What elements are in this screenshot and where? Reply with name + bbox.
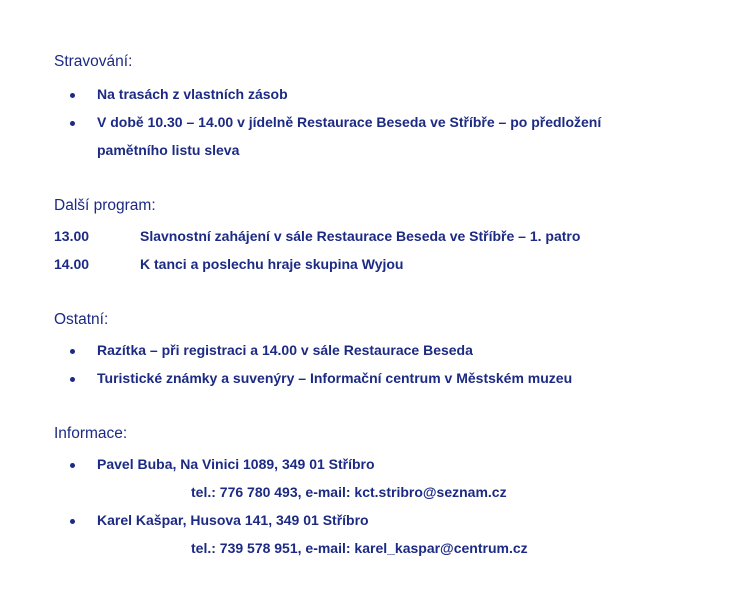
stravovani-heading: Stravování: xyxy=(54,53,133,70)
informace-heading: Informace: xyxy=(54,425,128,442)
list-item-text: Turistické známky a suvenýry – Informační centrum v Městském muzeu xyxy=(97,370,573,386)
contact-details: tel.: 776 780 493, e-mail: kct.stribro@seznam.cz xyxy=(191,484,507,500)
ostatni-heading: Ostatní: xyxy=(54,311,109,328)
contact-address: Karel Kašpar, Husova 141, 349 01 Stříbro xyxy=(97,512,369,528)
list-item-text: Na trasách z vlastních zásob xyxy=(97,86,288,102)
bullet-icon xyxy=(70,349,75,354)
program-time: 13.00 xyxy=(54,228,90,244)
contact-details: tel.: 739 578 951, e-mail: karel_kaspar@centrum.cz xyxy=(191,540,528,556)
list-item-text: Razítka – při registraci a 14.00 v sále Restaurace Beseda xyxy=(97,342,473,358)
program-description: Slavnostní zahájení v sále Restaurace Beseda ve Stříbře – 1. patro xyxy=(140,228,581,244)
bullet-icon xyxy=(70,519,75,524)
program-heading: Další program: xyxy=(54,197,156,214)
list-item-text: V době 10.30 – 14.00 v jídelně Restaurace Beseda ve Stříbře – po předložení xyxy=(97,114,602,130)
program-time: 14.00 xyxy=(54,256,90,272)
bullet-icon xyxy=(70,93,75,98)
list-item-continuation: pamětního listu sleva xyxy=(97,142,240,158)
program-description: K tanci a poslechu hraje skupina Wyjou xyxy=(140,256,404,272)
contact-address: Pavel Buba, Na Vinici 1089, 349 01 Stříbro xyxy=(97,456,375,472)
bullet-icon xyxy=(70,377,75,382)
bullet-icon xyxy=(70,463,75,468)
bullet-icon xyxy=(70,121,75,126)
